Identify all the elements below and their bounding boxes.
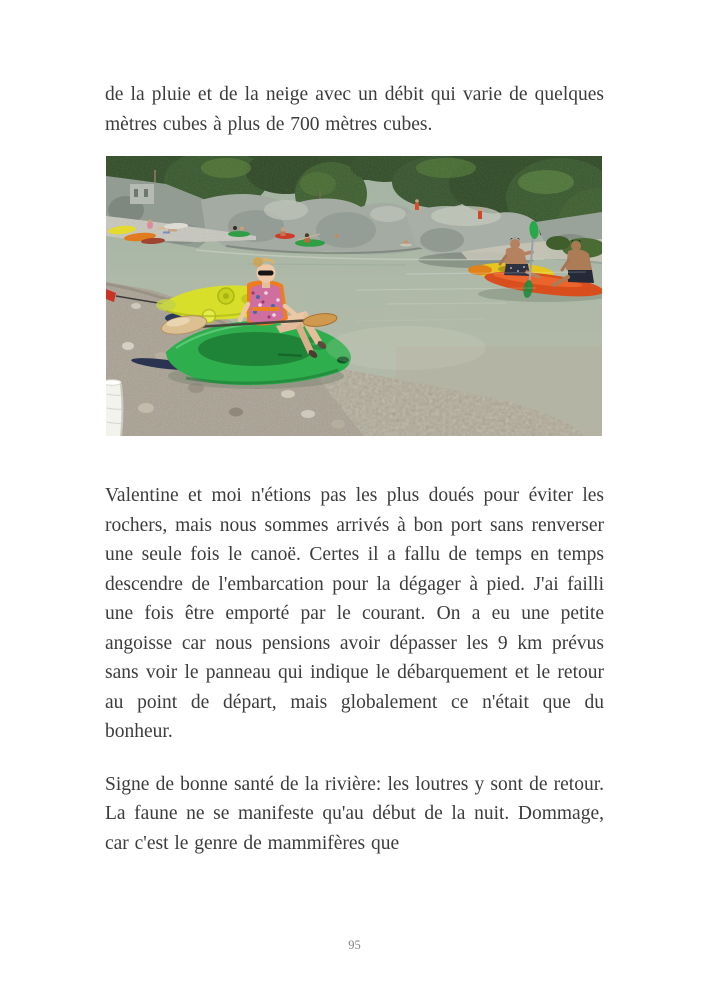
text-column <box>105 80 604 858</box>
paragraph-loutres: Signe de bonne santé de la rivière: les loutres y sont de retour. La faune ne se manifeste qu'au début de la nuit. Dommage, car c'est le genre de mammifères que <box>105 773 604 854</box>
sunglasses <box>258 271 274 276</box>
river-kayaking-photo <box>106 156 602 436</box>
life-vest <box>249 284 284 323</box>
paragraph-debit: de la pluie et de la neige avec un débit qui varie de quelques mètres cubes à plus de 700 mètres cubes. <box>105 84 604 135</box>
hair-bun <box>253 257 263 267</box>
page-number: 95 <box>348 938 361 952</box>
photo-canvas <box>106 156 602 436</box>
white-bucket <box>106 380 123 436</box>
paragraph-valentine: Valentine et moi n'étions pas les plus doués pour éviter les rochers, mais nous sommes arrivés à bon port sans renverser une seule fois le canoë. Certes il a fallu de temps en temps descendre de l'embarcation pour la dégager à pied. J'ai failli une fois être emporté par le courant. On a eu une petite angoisse car nous pensions avoir dépasser les 9 km prévus sans voir le panneau qui indique le débarquement et le retour au point de départ, mais globalement ce n'était que du bonheur. <box>105 485 604 742</box>
photo-scene <box>106 156 602 436</box>
